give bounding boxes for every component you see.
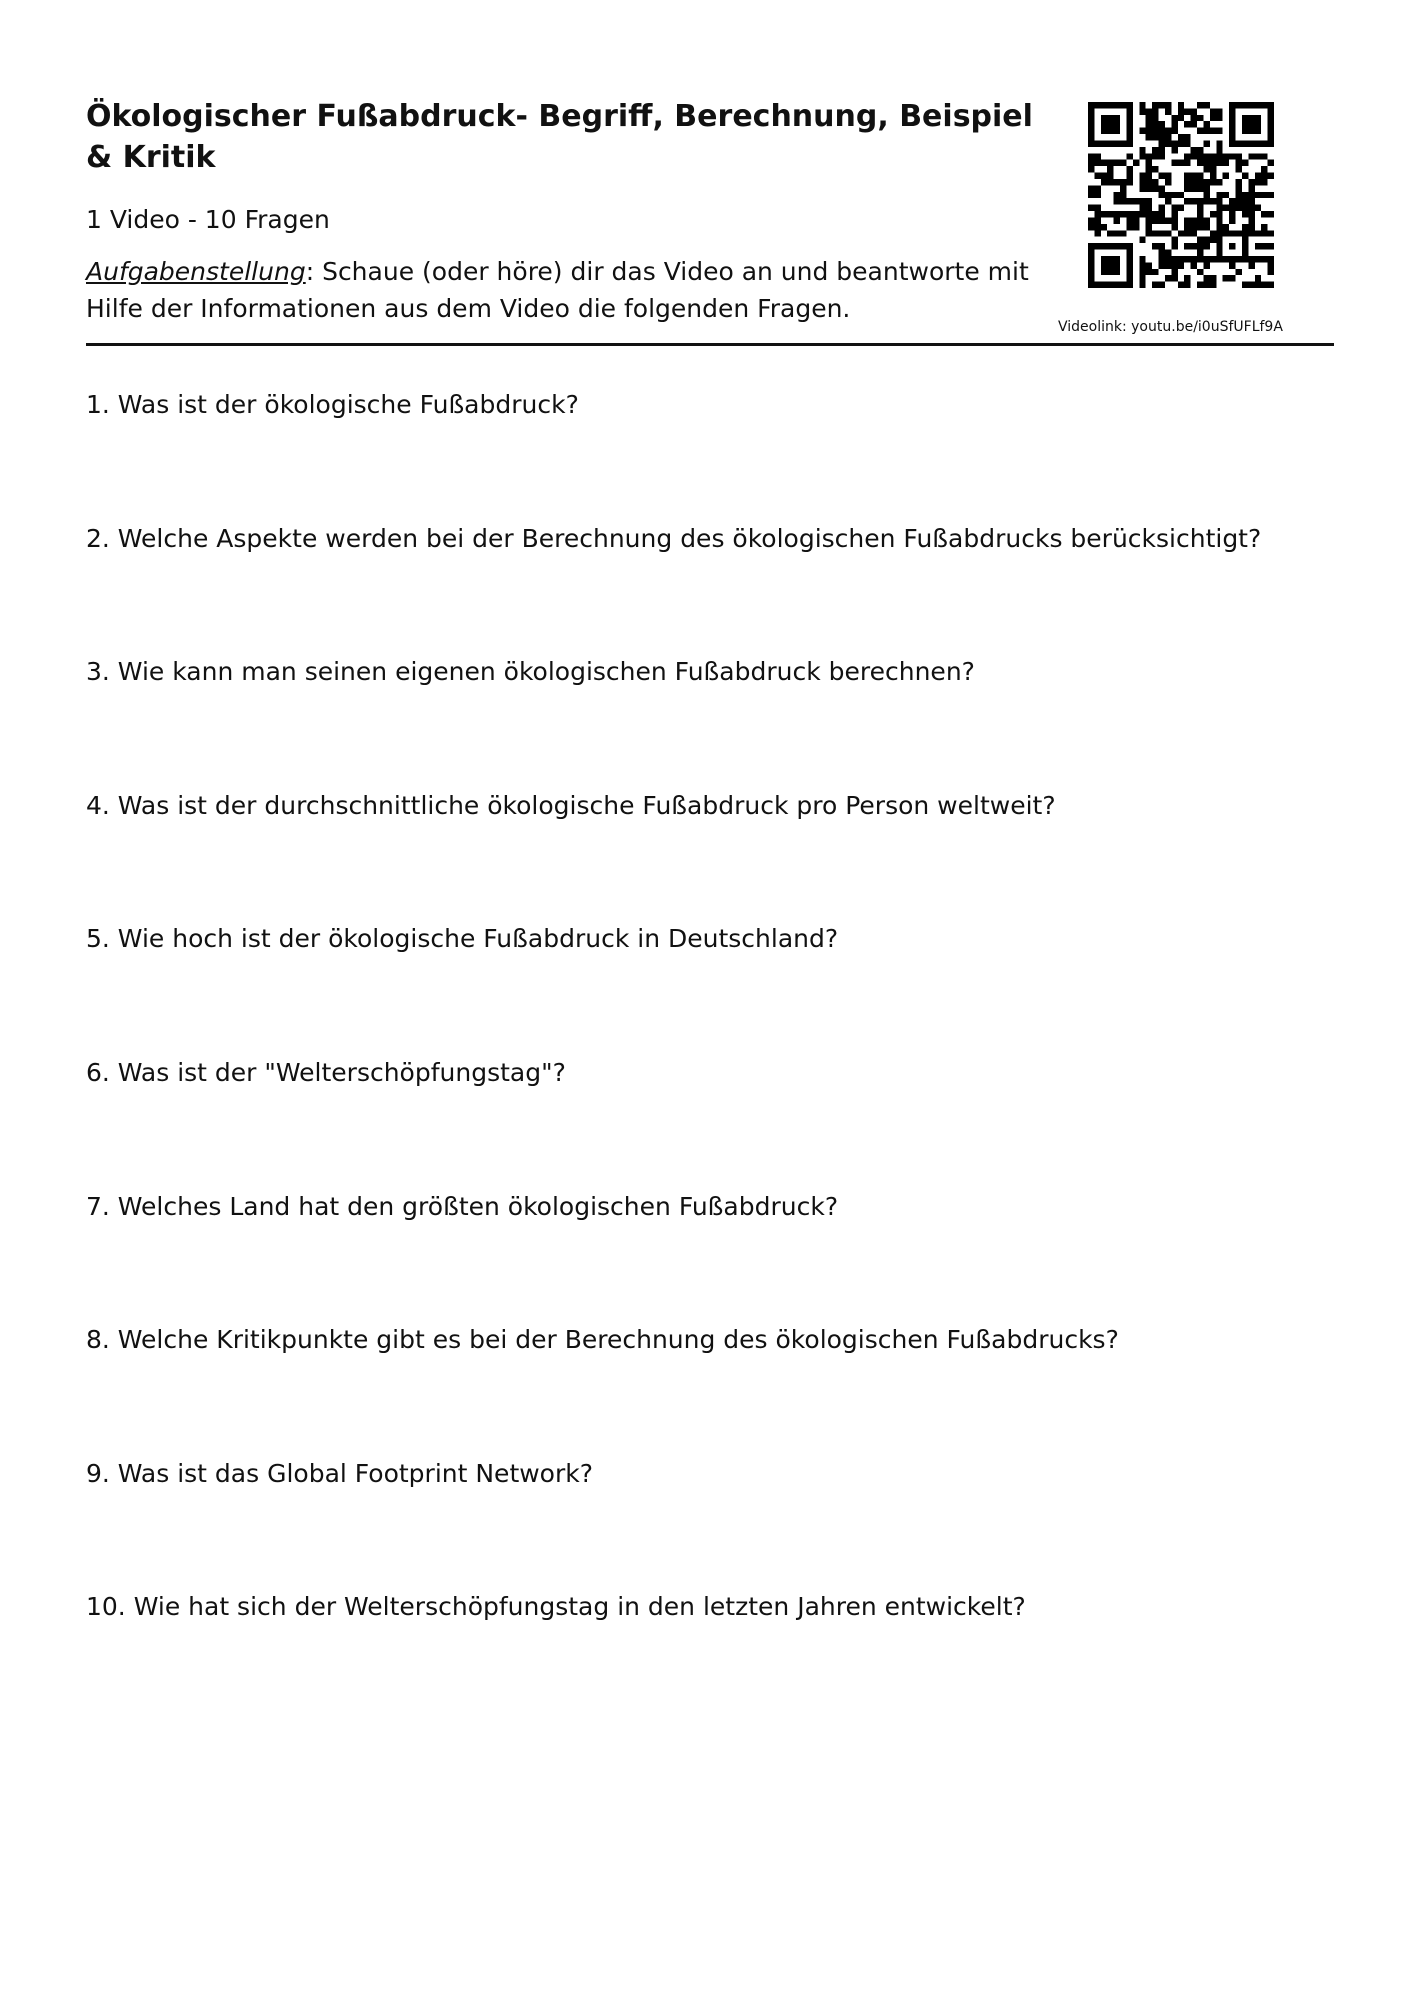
question-6: 6. Was ist der "Welterschöpfungstag"? [86, 1058, 566, 1087]
question-3: 3. Wie kann man seinen eigenen ökologischen Fußabdruck berechnen? [86, 657, 975, 686]
question-5: 5. Wie hoch ist der ökologische Fußabdruck in Deutschland? [86, 924, 839, 953]
question-1: 1. Was ist der ökologische Fußabdruck? [86, 390, 579, 419]
video-link[interactable]: Videolink: youtu.be/i0uSfUFLf9A [1058, 319, 1283, 335]
video-count-meta: 1 Video - 10 Fragen [86, 205, 330, 234]
question-2: 2. Welche Aspekte werden bei der Berechnung des ökologischen Fußabdrucks berücksichtigt? [86, 524, 1262, 553]
question-8: 8. Welche Kritikpunkte gibt es bei der Berechnung des ökologischen Fußabdrucks? [86, 1325, 1119, 1354]
question-7: 7. Welches Land hat den größten ökologischen Fußabdruck? [86, 1192, 839, 1221]
question-9: 9. Was ist das Global Footprint Network? [86, 1459, 594, 1488]
task-text: : Schaue (oder höre) dir das Video an und beantworte mit Hilfe der Informationen aus dem Video die folgenden Fragen. [86, 257, 1029, 323]
qr-code-icon [1088, 102, 1274, 288]
page-title: Ökologischer Fußabdruck- Begriff, Berechnung, Beispiel & Kritik [86, 99, 1033, 175]
task-label: Aufgabenstellung [86, 257, 306, 286]
question-4: 4. Was ist der durchschnittliche ökologische Fußabdruck pro Person weltweit? [86, 791, 1056, 820]
task-instruction [86, 253, 1046, 327]
header-divider [86, 343, 1334, 346]
question-10: 10. Wie hat sich der Welterschöpfungstag in den letzten Jahren entwickelt? [86, 1592, 1026, 1621]
